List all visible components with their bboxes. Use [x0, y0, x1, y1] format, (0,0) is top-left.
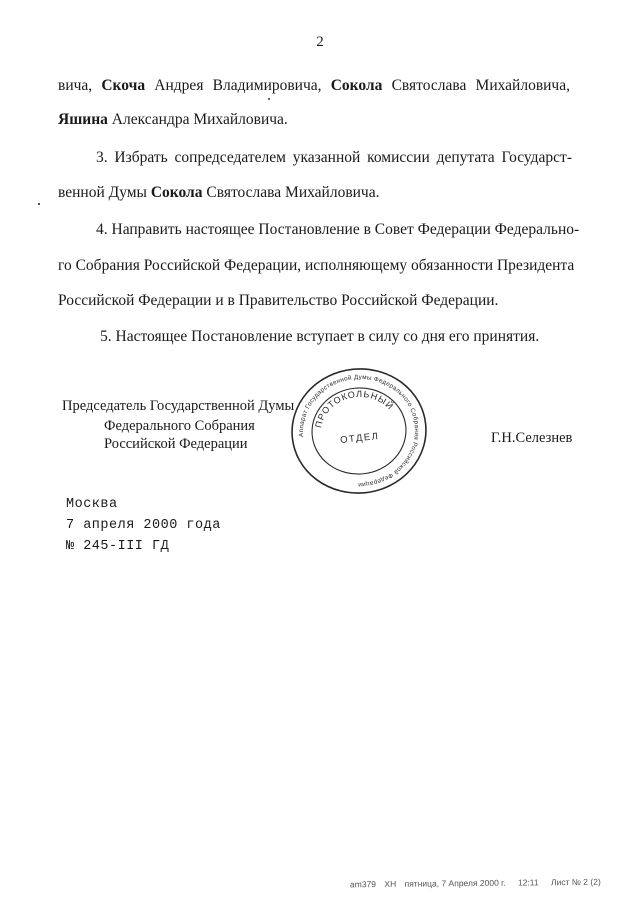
text-fragment: Александра Михайловича.: [107, 111, 288, 128]
item-4-line-3: Российской Федерации и в Правительство Российской Федерации.: [58, 292, 499, 309]
item-3-line-1: 3. Избрать сопредседателем указанной комиссии депутата Государст-: [96, 149, 572, 166]
official-stamp: [288, 366, 430, 496]
scan-speck: [268, 98, 270, 100]
stamp-center-text: ОТДЕЛ: [339, 430, 380, 446]
footer-marker: XH: [384, 878, 397, 889]
surname-yashin: Яшина: [58, 111, 108, 128]
body-line-2: [58, 110, 288, 130]
signature-title-line-3: Российской Федерации: [104, 436, 248, 452]
item-4-line-2: го Собрания Российской Федерации, исполняющему обязанности Президента: [58, 257, 575, 274]
surname-sokol: Сокола: [150, 184, 203, 201]
text-fragment: Святослава Михайловича.: [202, 184, 380, 201]
footer-datetime: пятница, 7 Апреля 2000 г.: [404, 877, 506, 889]
page-number: 2: [316, 34, 324, 50]
text-fragment: венной Думы: [58, 184, 151, 201]
signatory-name: Г.Н.Селезнев: [491, 430, 573, 446]
footer-code: am379: [349, 879, 377, 890]
text-fragment: Святослава Михайловича,: [382, 77, 570, 94]
item-3-line-2: [58, 183, 380, 203]
stamp-outer-text: Аппарат Государственной Думы Федерального Собрания Российской Федерации: [298, 373, 420, 489]
surname-skoch: Скоча: [101, 77, 146, 94]
stamp-inner-text: ПРОТОКОЛЬНЫЙ: [313, 388, 396, 429]
scan-speck: [38, 203, 40, 205]
signature-title-line-1: Председатель Государственной Думы: [62, 398, 295, 414]
issue-date: 7 апреля 2000 года: [66, 518, 221, 533]
item-4-line-1: 4. Направить настоящее Постановление в Совет Федерации Федерально-: [96, 221, 580, 238]
footer-time: 12:11: [517, 877, 539, 888]
item-5-line-1: 5. Настоящее Постановление вступает в силу со дня его принятия.: [100, 328, 540, 345]
body-line-1: [58, 76, 570, 96]
print-footer: [350, 877, 601, 890]
signature-title-line-2: Федерального Собрания: [104, 418, 255, 434]
document-number: № 245-III ГД: [66, 539, 170, 554]
footer-sheet: Лист № 2 (2): [550, 876, 601, 888]
issue-city: Москва: [66, 497, 118, 512]
text-fragment: Андрея Владимировича,: [145, 77, 331, 94]
surname-sokol: Сокола: [330, 77, 383, 94]
text-fragment: вича,: [58, 77, 102, 94]
stamp-rings: [288, 366, 430, 496]
